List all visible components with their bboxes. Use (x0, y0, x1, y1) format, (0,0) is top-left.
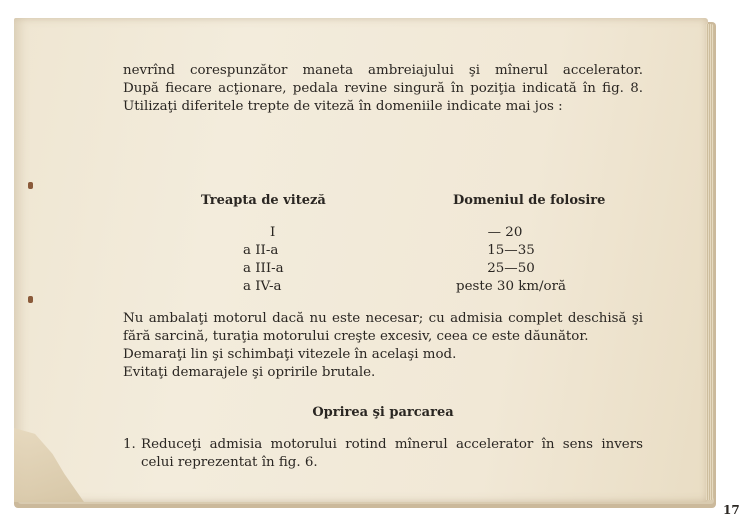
warning-paragraph (123, 310, 643, 382)
range-cell: 15—35 (487, 243, 535, 258)
staple-hole (28, 182, 33, 189)
list-text-line: celui reprezentat în fig. 6. (141, 455, 318, 470)
intro-line: După fiecare acţionare, pedala revine singură în poziţia indicată în fig. 8. (123, 81, 643, 96)
warning-line: Nu ambalaţi motorul dacă nu este necesar; cu admisia complet deschisă şi (123, 311, 643, 326)
table-header-gear: Treapta de viteză (201, 193, 326, 208)
gear-cell: a IV-a (243, 279, 282, 294)
warning-line: Evitaţi demarajele şi opririle brutale. (123, 365, 376, 380)
range-cell: 25—50 (487, 261, 535, 276)
staple-hole (28, 296, 33, 303)
gear-cell: a II-a (243, 243, 279, 258)
torn-corner (14, 428, 84, 502)
gear-cell: I (270, 225, 276, 240)
intro-paragraph (123, 62, 643, 116)
warning-line: fără sarcină, turaţia motorului creşte excesiv, ceea ce este dăunător. (123, 329, 589, 344)
gear-cell: a III-a (243, 261, 284, 276)
range-cell: — 20 (487, 225, 523, 240)
intro-line: nevrînd corespunzător maneta ambreiajului şi mînerul accelerator. (123, 63, 643, 78)
page-edge (706, 24, 714, 500)
table-header-range: Domeniul de folosire (453, 193, 606, 208)
page-number: 17 (723, 503, 740, 517)
booklet-page (14, 18, 740, 517)
list-number: 1. (123, 437, 136, 452)
warning-line: Demaraţi lin şi schimbaţi vitezele în acelaşi mod. (123, 347, 457, 362)
intro-line: Utilizaţi diferitele trepte de viteză în domeniile indicate mai jos : (123, 99, 563, 114)
range-cell: peste 30 km/oră (456, 279, 566, 294)
list-text-line: Reduceţi admisia motorului rotind mînerul accelerator în sens invers (141, 437, 643, 452)
section-title: Oprirea şi parcarea (312, 405, 454, 420)
